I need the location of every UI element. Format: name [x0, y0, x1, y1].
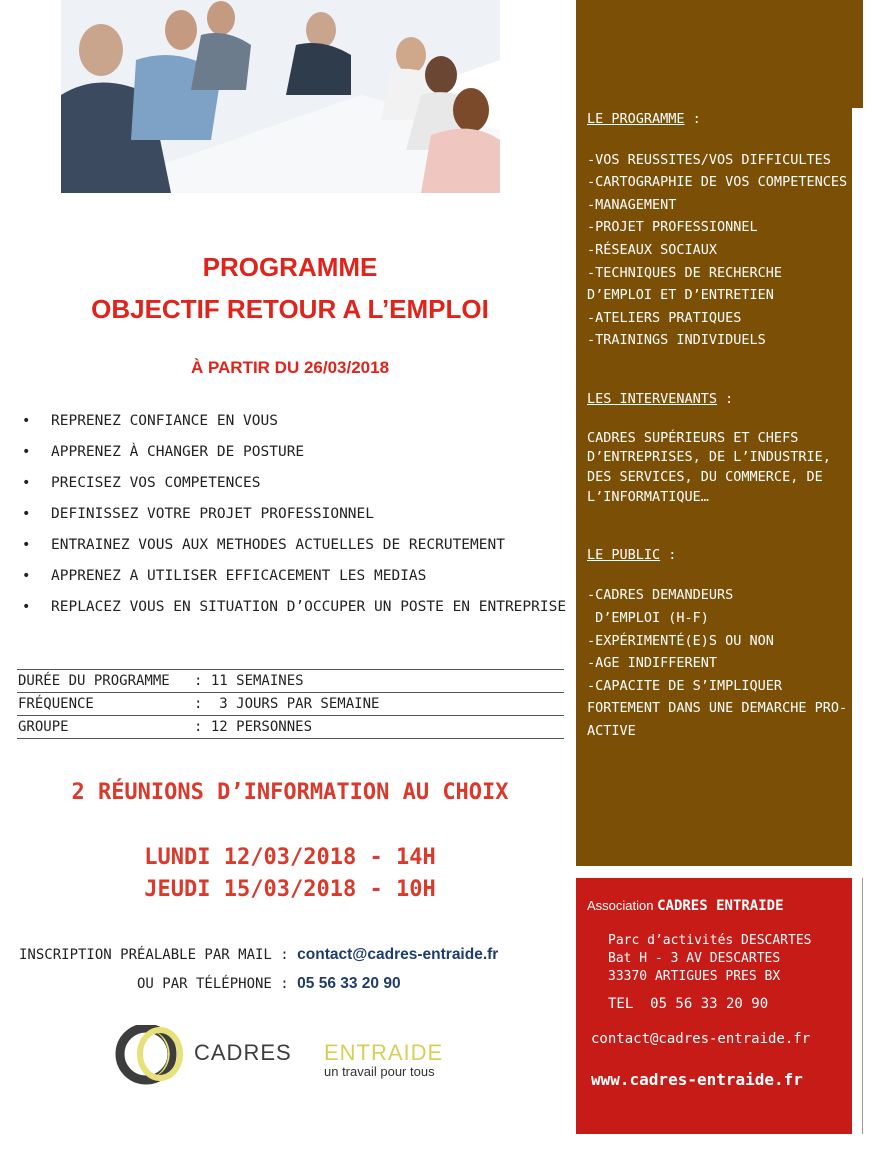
association-name: Association CADRES ENTRAIDE [587, 898, 784, 914]
bullet-icon: • [22, 444, 31, 460]
list-item: -PROJET PROFESSIONNEL [587, 219, 758, 236]
program-subtitle: OBJECTIF RETOUR A L’EMPLOI [91, 294, 489, 324]
website-link[interactable]: www.cadres-entraide.fr [591, 1070, 803, 1089]
list-item: -CADRES DEMANDEURS [587, 587, 734, 604]
contact-email-link[interactable]: contact@cadres-entraide.fr [297, 946, 499, 963]
list-item: • APPRENEZ A UTILISER EFFICACEMENT LES MEDIAS [22, 561, 567, 592]
bullet-icon: • [22, 537, 31, 553]
info-key: GROUPE [18, 719, 69, 735]
start-date: À PARTIR DU 26/03/2018 [190, 358, 390, 377]
table-row [17, 716, 564, 739]
list-item: -TRAININGS INDIVIDUELS [587, 332, 766, 349]
address-email-link[interactable]: contact@cadres-entraide.fr [591, 1031, 811, 1047]
list-item: -AGE INDIFFERENT [587, 655, 718, 672]
bullet-icon: • [22, 413, 31, 429]
intervenants-heading: LES INTERVENANTS [587, 390, 718, 407]
bullet-icon: • [22, 568, 31, 584]
sidebar-content: LE PROGRAMME : -VOS REUSSITES/VOS DIFFICULTES -CARTOGRAPHIE DE VOS COMPETENCES -MANAGEMENT -PROJET PROFESSIONNEL -RÉSEAUX SOCIAUX -TECHNIQUES DE RECHERCHE D’EMPLOI ET D’ENTRETIEN -ATELIERS PRATIQUES -TRAININGS INDIVIDUELS LES INTERVENANTS : CADRES SUPÉRIEURS ET CHEFS D’ENTREPRISES, DE L’INDUSTRIE, DES SERVICES, DU COMMERCE, DE L’INFORMATIQUE… LE PUBLIC : -CADRES DEMANDEURS D’EMPLOI (H-F) -EXPÉRIMENTÉ(E)S OU NON -AGE INDIFFERENT -CAPACITE DE S’IMPLIQUER FORTEMENT DANS UNE DEMARCHE PRO-ACTIVE [587, 108, 849, 742]
info-value: : 11 SEMAINES [194, 673, 304, 689]
logo-word-entraide: ENTRAIDE [324, 1040, 444, 1065]
bullet-icon: • [22, 599, 31, 615]
table-row [17, 670, 564, 693]
postal-address: Parc d’activités DESCARTES Bat H - 3 AV DESCARTES 33370 ARTIGUES PRES BX [608, 933, 812, 984]
list-item: • ENTRAINEZ VOUS AUX METHODES ACTUELLES DE RECRUTEMENT [22, 530, 567, 561]
bullet-icon: • [22, 475, 31, 491]
sidebar-edge [852, 108, 876, 868]
list-item: • REPLACEZ VOUS EN SITUATION D’OCCUPER UN POSTE EN ENTREPRISE [22, 592, 567, 623]
program-heading: PROGRAMME [202, 252, 378, 282]
telephone: TEL 05 56 33 20 90 [608, 996, 769, 1012]
logo-tagline: un travail pour tous [324, 1064, 435, 1079]
contact-phone: 05 56 33 20 90 [297, 975, 401, 992]
list-item: • DEFINISSEZ VOTRE PROJET PROFESSIONNEL [22, 499, 567, 530]
programme-heading: LE PROGRAMME [587, 111, 685, 127]
list-item: -CARTOGRAPHIE DE VOS COMPETENCES [587, 174, 848, 191]
table-row [17, 693, 564, 716]
inscription-phone-line: OU PAR TÉLÉPHONE : 05 56 33 20 90 [137, 975, 401, 992]
list-item: -TECHNIQUES DE RECHERCHE D’EMPLOI ET D’ENTRETIEN [587, 264, 783, 304]
list-item: • PRECISEZ VOS COMPETENCES [22, 468, 567, 499]
reunion-date-1: LUNDI 12/03/2018 - 14H [144, 845, 436, 870]
list-item: • APPRENEZ À CHANGER DE POSTURE [22, 437, 567, 468]
list-item: -EXPÉRIMENTÉ(E)S OU NON [587, 632, 774, 649]
program-info-table [17, 669, 564, 739]
inscription-mail-line: INSCRIPTION PRÉALABLE PAR MAIL : contact@cadres-entraide.fr [19, 946, 499, 963]
reunion-date-2: JEUDI 15/03/2018 - 10H [144, 877, 436, 902]
info-value: : 12 PERSONNES [194, 719, 313, 735]
cadres-entraide-logo [110, 1025, 480, 1085]
intervenants-text: CADRES SUPÉRIEURS ET CHEFS D’ENTREPRISES, DE L’INDUSTRIE, DES SERVICES, DU COMMERCE, DE L’INFORMATIQUE… [587, 429, 831, 505]
meeting-photo [61, 0, 500, 193]
address-box [576, 878, 852, 1134]
list-item: -ATELIERS PRATIQUES [587, 309, 742, 326]
info-value: : 3 JOURS PAR SEMAINE [194, 696, 380, 712]
list-item: -MANAGEMENT [587, 196, 677, 213]
divider [862, 878, 863, 1134]
info-key: FRÉQUENCE [18, 696, 94, 712]
objectives-list [22, 406, 567, 623]
logo-word-cadres: CADRES [194, 1040, 292, 1065]
list-item: -CAPACITE DE S’IMPLIQUER FORTEMENT DANS UNE DEMARCHE PRO-ACTIVE [587, 677, 848, 739]
reunions-title: 2 RÉUNIONS D’INFORMATION AU CHOIX [71, 780, 509, 805]
bullet-icon: • [22, 506, 31, 522]
info-key: DURÉE DU PROGRAMME [18, 673, 170, 689]
list-item: -VOS REUSSITES/VOS DIFFICULTES [587, 151, 831, 168]
public-heading: LE PUBLIC [587, 546, 661, 563]
list-item: -RÉSEAUX SOCIAUX [587, 241, 718, 258]
list-item: D’EMPLOI (H-F) [587, 609, 709, 626]
list-item: • REPRENEZ CONFIANCE EN VOUS [22, 406, 567, 437]
